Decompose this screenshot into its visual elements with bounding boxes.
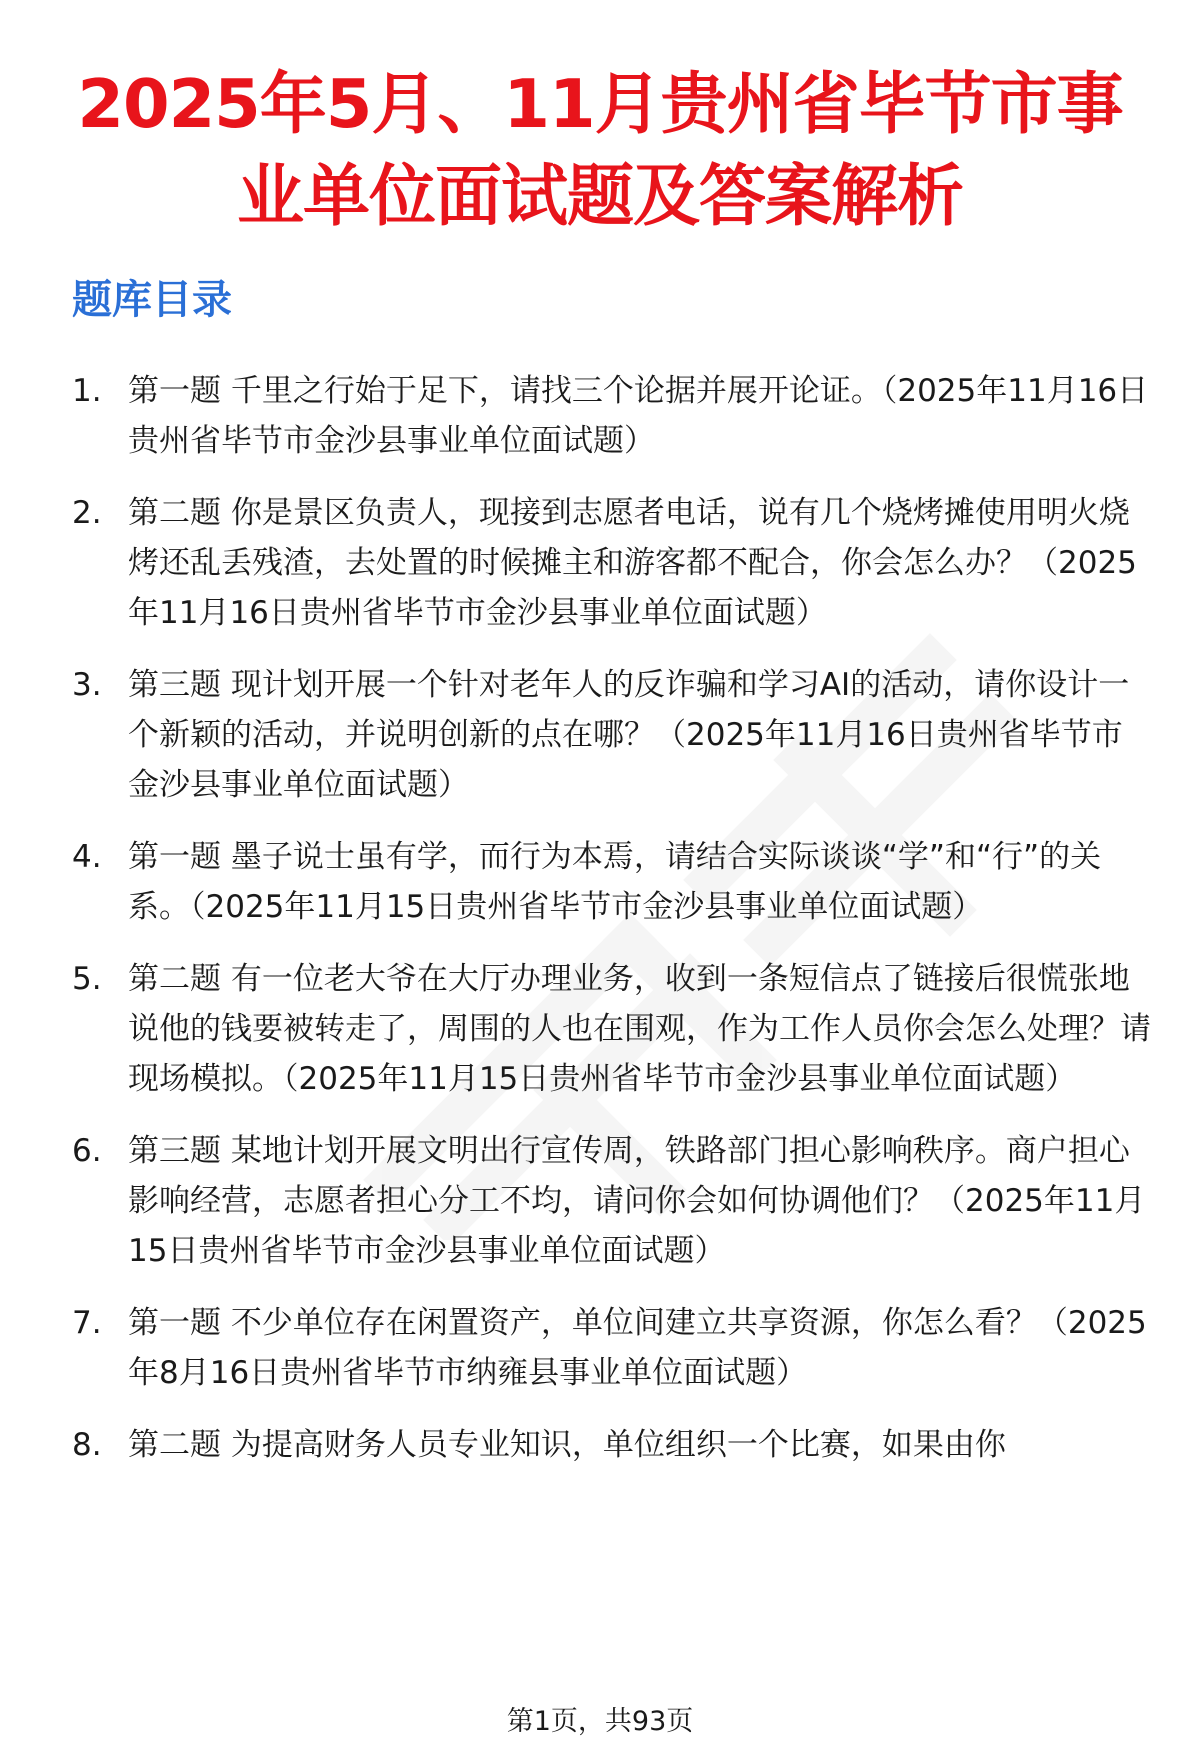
item-text: 第二题 有一位老大爷在大厅办理业务，收到一条短信点了链接后很慌张地说他的钱要被转走了，周围的人也在围观，作为工作人员你会怎么处理？请现场模拟。（2025年11月15日贵州省毕节市金沙县事业单位面试题）	[128, 961, 1151, 1097]
item-text: 第二题 你是景区负责人，现接到志愿者电话，说有几个烧烤摊使用明火烧烤还乱丢残渣，去处置的时候摊主和游客都不配合，你会怎么办？（2025年11月16日贵州省毕节市金沙县事业单位面试题）	[128, 495, 1137, 631]
item-text: 第一题 墨子说士虽有学，而行为本焉，请结合实际谈谈“学”和“行”的关系。（2025年11月15日贵州省毕节市金沙县事业单位面试题）	[128, 839, 1102, 925]
page-footer: 第1页，共93页	[506, 1706, 694, 1737]
list-item	[72, 1298, 1152, 1398]
item-text: 第三题 某地计划开展文明出行宣传周，铁路部门担心影响秩序。商户担心影响经营，志愿者担心分工不均，请问你会如何协调他们？（2025年11月15日贵州省毕节市金沙县事业单位面试题）	[128, 1133, 1146, 1269]
question-list	[72, 366, 1152, 1470]
item-text: 第二题 为提高财务人员专业知识，单位组织一个比赛，如果由你	[128, 1427, 1006, 1463]
list-item	[72, 832, 1152, 932]
item-number: 1.	[72, 373, 102, 409]
list-item	[72, 1126, 1152, 1276]
item-number: 8.	[72, 1427, 102, 1463]
list-item	[72, 954, 1152, 1104]
item-number: 2.	[72, 495, 102, 531]
item-number: 7.	[72, 1305, 102, 1341]
item-number: 5.	[72, 961, 102, 997]
list-item	[72, 1420, 1152, 1470]
list-item	[72, 366, 1152, 466]
document-title: 2025年5月、11月贵州省毕节市事业单位面试题及答案解析	[77, 65, 1123, 235]
list-item	[72, 660, 1152, 810]
item-text: 第一题 千里之行始于足下，请找三个论据并展开论证。（2025年11月16日贵州省毕节市金沙县事业单位面试题）	[128, 373, 1149, 459]
item-number: 3.	[72, 667, 102, 703]
toc-heading: 题库目录	[72, 277, 232, 323]
item-text: 第三题 现计划开展一个针对老年人的反诈骗和学习AI的活动，请你设计一个新颖的活动，并说明创新的点在哪？（2025年11月16日贵州省毕节市金沙县事业单位面试题）	[128, 667, 1130, 803]
item-number: 6.	[72, 1133, 102, 1169]
item-text: 第一题 不少单位存在闲置资产，单位间建立共享资源，你怎么看？（2025年8月16日贵州省毕节市纳雍县事业单位面试题）	[128, 1305, 1147, 1391]
item-number: 4.	[72, 839, 102, 875]
list-item	[72, 488, 1152, 638]
